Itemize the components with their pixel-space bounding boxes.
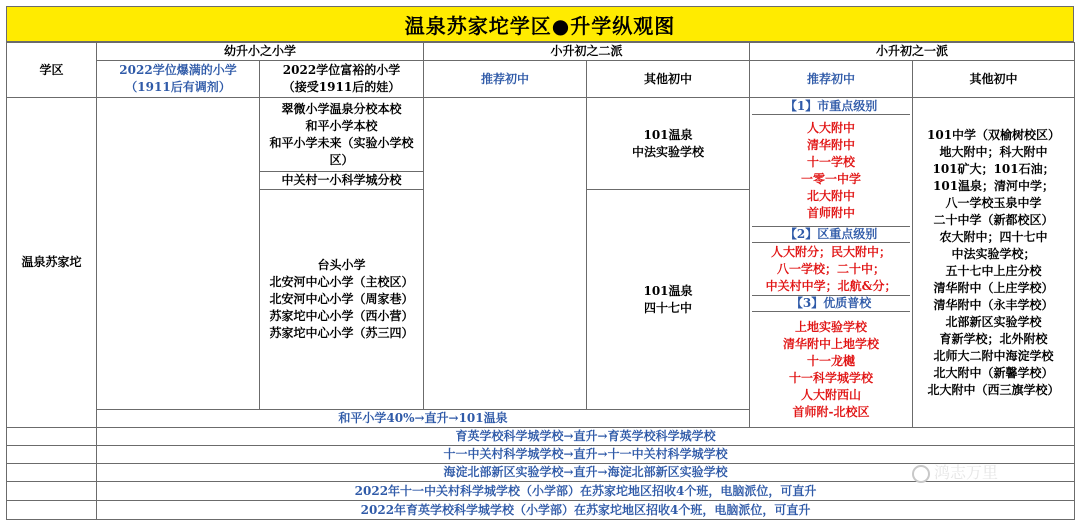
tier3-schools: 上地实验学校 清华附中上地学校 十一龙樾 十一科学城学校 人大附西山 首师附-北校区 bbox=[783, 319, 880, 419]
spacer-cell bbox=[7, 446, 97, 464]
tier2-header: 【2】区重点级别 bbox=[752, 226, 910, 243]
tier1-header: 【1】市重点级别 bbox=[752, 98, 910, 115]
header-full-schools: 2022学位爆满的小学 （1911后有调剂） bbox=[97, 61, 260, 98]
note-row: 育英学校科学城学校→直升→育英学校科学城学校 bbox=[97, 428, 1075, 446]
spacer-cell bbox=[7, 464, 97, 482]
header-xiaoshengchu-2: 小升初之二派 bbox=[424, 43, 750, 61]
note-row: 2022年育英学校科学城学校（小学部）在苏家坨地区招收4个班，电脑派位，可直升 bbox=[97, 501, 1075, 520]
pai1-other-schools: 101中学（双榆树校区） 地大附中；科大附中 101矿大；101石油； 101温泉；清河中学； 八一学校玉泉中学 二十中学（新都校区） 农大附中；四十七中 中法实验学校； 五十七中上庄分校 清华附中（上庄学校） 清华附中（永丰学校） 北部新区实验学校 育新学校；北外附校 北师大二附中海淀学校 北大附中（新馨学校） 北大附中（西三旗学校） bbox=[913, 98, 1075, 428]
pai2-other-2: 101温泉 四十七中 bbox=[587, 190, 750, 410]
admission-table bbox=[6, 42, 1075, 520]
pai1-recommend-cell bbox=[750, 98, 913, 428]
tier2-schools: 人大附分；民大附中； 八一学校；二十中； 中关村中学；北航&分； bbox=[765, 244, 897, 293]
tier1-schools: 人大附中 清华附中 十一学校 一零一中学 北大附中 首师附中 bbox=[801, 120, 862, 220]
note-row: 2022年十一中关村科学城学校（小学部）在苏家坨地区招收4个班，电脑派位，可直升 bbox=[97, 482, 1075, 501]
spacer-cell bbox=[7, 428, 97, 446]
full-schools-cell bbox=[97, 98, 260, 410]
note-row: 和平小学40%→直升→101温泉 bbox=[97, 410, 750, 428]
header-rich-schools: 2022学位富裕的小学 （接受1911后的娃） bbox=[260, 61, 424, 98]
spacer-cell bbox=[7, 482, 97, 501]
header-xiaoshengchu-1: 小升初之一派 bbox=[750, 43, 1075, 61]
pai2-other-1: 101温泉 中法实验学校 bbox=[587, 98, 750, 190]
header-youshengxiao: 幼升小之小学 bbox=[97, 43, 424, 61]
rich-schools-group-1: 翠微小学温泉分校本校 和平小学本校 和平小学未来（实验小学校 区） bbox=[260, 98, 424, 172]
spacer-cell bbox=[7, 501, 97, 520]
wechat-icon bbox=[912, 465, 930, 483]
watermark-text: 鸿志万里 bbox=[934, 463, 999, 482]
header-other-1: 其他初中 bbox=[913, 61, 1075, 98]
note-row: 海淀北部新区实验学校→直升→海淀北部新区实验学校 bbox=[97, 464, 1075, 482]
header-recommend-1: 推荐初中 bbox=[750, 61, 913, 98]
page-title: 温泉苏家坨学区●升学纵观图 bbox=[6, 6, 1074, 42]
note-row: 十一中关村科学城学校→直升→十一中关村科学城学校 bbox=[97, 446, 1075, 464]
header-xuequ: 学区 bbox=[7, 43, 97, 98]
district-name: 温泉苏家坨 bbox=[7, 98, 97, 428]
tier3-header: 【3】优质普校 bbox=[752, 295, 910, 312]
header-recommend-2: 推荐初中 bbox=[424, 61, 587, 98]
pai2-recommend-cell bbox=[424, 98, 587, 410]
watermark bbox=[912, 460, 998, 483]
header-other-2: 其他初中 bbox=[587, 61, 750, 98]
rich-schools-group-2: 中关村一小科学城分校 bbox=[260, 172, 424, 190]
rich-schools-group-3: 台头小学 北安河中心小学（主校区） 北安河中心小学（周家巷） 苏家坨中心小学（西小营） 苏家坨中心小学（苏三四） bbox=[260, 190, 424, 410]
